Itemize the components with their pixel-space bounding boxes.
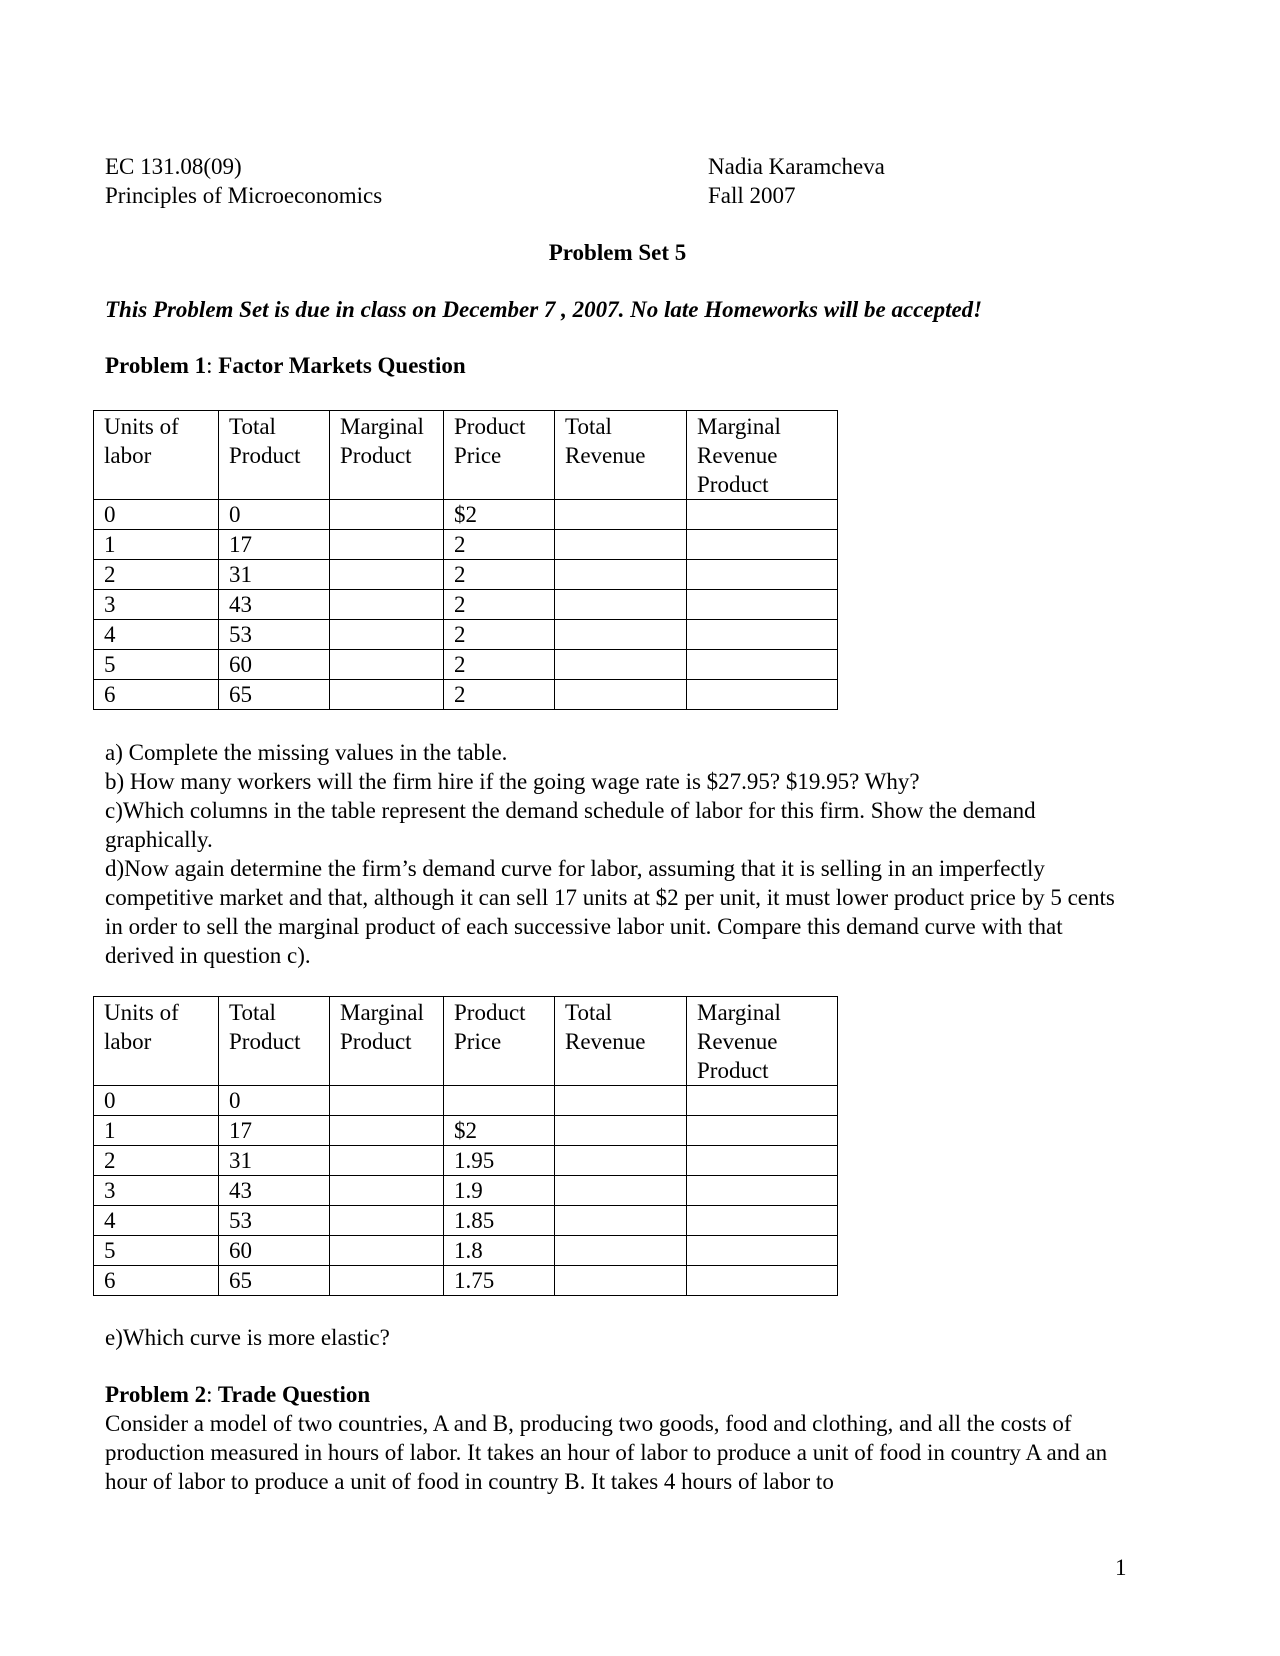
table-cell (444, 1086, 555, 1116)
table-cell (687, 1086, 838, 1116)
problem1-heading (105, 351, 466, 380)
table-cell: $2 (444, 1116, 555, 1146)
problem2-label: Problem 2 (105, 1382, 207, 1407)
table-cell (330, 680, 444, 710)
table-cell: 60 (219, 650, 330, 680)
table-cell: 0 (94, 500, 219, 530)
table-cell (687, 500, 838, 530)
table-cell (555, 500, 687, 530)
table-cell (687, 1236, 838, 1266)
column-header (94, 997, 219, 1086)
column-header-line: Product (697, 1058, 769, 1083)
table-cell: 1.9 (444, 1176, 555, 1206)
table-cell: 5 (94, 650, 219, 680)
table-row (94, 590, 838, 620)
table-cell (330, 500, 444, 530)
column-header-line: Total (229, 414, 276, 439)
column-header-line: labor (104, 443, 152, 468)
table-row (94, 1206, 838, 1236)
table-cell (330, 590, 444, 620)
problem1-title: Factor Markets Question (212, 353, 466, 378)
table-cell: 4 (94, 620, 219, 650)
column-header (219, 997, 330, 1086)
table-cell (687, 680, 838, 710)
table-row (94, 1236, 838, 1266)
question-b: b) How many workers will the firm hire if the going wage rate is $27.95? $19.95? Why? (105, 769, 920, 794)
table-cell: 1.8 (444, 1236, 555, 1266)
column-header (555, 411, 687, 500)
table-header-row (94, 997, 838, 1086)
table-cell: 6 (94, 680, 219, 710)
table-cell (687, 560, 838, 590)
table-cell (687, 530, 838, 560)
column-header-line: Units of (104, 414, 179, 439)
table-cell: 65 (219, 1266, 330, 1296)
question-e: e)Which curve is more elastic? (105, 1325, 390, 1350)
table-cell (555, 1116, 687, 1146)
table-row (94, 530, 838, 560)
column-header-line: Revenue (697, 1029, 778, 1054)
term: Fall 2007 (708, 183, 796, 208)
table-cell (330, 560, 444, 590)
table-cell (555, 1146, 687, 1176)
table-cell: 2 (444, 590, 555, 620)
table-cell (330, 1146, 444, 1176)
table-cell (555, 560, 687, 590)
column-header-line: Revenue (565, 1029, 646, 1054)
table-cell: 6 (94, 1266, 219, 1296)
instructor-info (708, 152, 885, 210)
table-cell (330, 620, 444, 650)
column-header-line: Marginal (340, 414, 424, 439)
table-cell: 0 (219, 500, 330, 530)
due-notice: This Problem Set is due in class on December 7 , 2007. No late Homeworks will be accepted! (105, 297, 983, 322)
table-cell: 2 (444, 620, 555, 650)
column-header (219, 411, 330, 500)
table-cell (687, 1146, 838, 1176)
column-header-line: Units of (104, 1000, 179, 1025)
table-row (94, 1086, 838, 1116)
problem1-label: Problem 1 (105, 353, 207, 378)
table-cell: 3 (94, 1176, 219, 1206)
course-info (105, 152, 382, 210)
table-cell (555, 1176, 687, 1206)
column-header-line: Product (454, 1000, 526, 1025)
instructor-name: Nadia Karamcheva (708, 154, 885, 179)
table-cell: 31 (219, 560, 330, 590)
table-cell: 1.95 (444, 1146, 555, 1176)
table-cell (687, 1116, 838, 1146)
column-header (555, 997, 687, 1086)
table-cell (687, 1266, 838, 1296)
table-cell: 2 (444, 680, 555, 710)
table-cell: 17 (219, 530, 330, 560)
table-cell: 2 (444, 650, 555, 680)
table-header-row (94, 411, 838, 500)
table-cell: 53 (219, 620, 330, 650)
column-header-line: Total (565, 414, 612, 439)
table-cell (330, 1176, 444, 1206)
table-cell (330, 1206, 444, 1236)
table-competitive (93, 410, 838, 710)
table-cell: 2 (444, 530, 555, 560)
table-cell: 17 (219, 1116, 330, 1146)
table-cell (687, 590, 838, 620)
column-header-line: Product (340, 1029, 412, 1054)
column-header-line: Total (565, 1000, 612, 1025)
table-cell (555, 650, 687, 680)
table-row (94, 1116, 838, 1146)
table-cell (555, 1086, 687, 1116)
question-a: a) Complete the missing values in the table. (105, 740, 508, 765)
table-cell (330, 650, 444, 680)
column-header (444, 997, 555, 1086)
table-cell (330, 1236, 444, 1266)
column-header-line: Product (229, 1029, 301, 1054)
table-cell: 65 (219, 680, 330, 710)
table-cell (687, 1206, 838, 1236)
table-row (94, 1266, 838, 1296)
problem2-text: Consider a model of two countries, A and B, producing two goods, food and clothing, and all the costs of production measured in hours of labor. It takes an hour of labor to produce a unit of food in country A and an hour of labor to produce a unit of food in country B. It takes 4 hours of labor to (105, 1411, 1108, 1494)
column-header-line: Marginal (697, 1000, 781, 1025)
page-title: Problem Set 5 (548, 240, 687, 265)
course-name: Principles of Microeconomics (105, 183, 383, 208)
table-cell: 5 (94, 1236, 219, 1266)
table-row (94, 1146, 838, 1176)
column-header-line: Product (454, 414, 526, 439)
column-header-line: Marginal (697, 414, 781, 439)
table-cell: 2 (94, 560, 219, 590)
course-code: EC 131.08(09) (105, 154, 242, 179)
table-cell: 43 (219, 1176, 330, 1206)
table-cell: 3 (94, 590, 219, 620)
table-cell (555, 680, 687, 710)
table-cell (555, 1206, 687, 1236)
problem2-colon: : (206, 1382, 213, 1407)
column-header-line: labor (104, 1029, 152, 1054)
column-header-line: Product (697, 472, 769, 497)
table-cell: 2 (444, 560, 555, 590)
table-cell (555, 1266, 687, 1296)
column-header (444, 411, 555, 500)
table-cell (555, 620, 687, 650)
column-header-line: Product (340, 443, 412, 468)
table-cell: 0 (219, 1086, 330, 1116)
problem2-title: Trade Question (212, 1382, 371, 1407)
table-row (94, 650, 838, 680)
table-row (94, 620, 838, 650)
table-cell (687, 1176, 838, 1206)
table-cell: 4 (94, 1206, 219, 1236)
table-cell: $2 (444, 500, 555, 530)
column-header-line: Price (454, 1029, 502, 1054)
table-row (94, 680, 838, 710)
table-cell (687, 620, 838, 650)
table-cell: 1.75 (444, 1266, 555, 1296)
page-number: 1 (1115, 1555, 1127, 1580)
table-cell: 1 (94, 1116, 219, 1146)
table-cell: 53 (219, 1206, 330, 1236)
table-cell (330, 1116, 444, 1146)
question-c: c)Which columns in the table represent the demand schedule of labor for this firm. Show the demand graphically. (105, 798, 1036, 852)
column-header (687, 997, 838, 1086)
table-row (94, 1176, 838, 1206)
table-cell: 1.85 (444, 1206, 555, 1236)
table-row (94, 500, 838, 530)
column-header-line: Total (229, 1000, 276, 1025)
problem1-questions (105, 738, 1135, 970)
table-row (94, 560, 838, 590)
table-cell: 0 (94, 1086, 219, 1116)
table-cell (687, 650, 838, 680)
problem2-heading (105, 1380, 1145, 1409)
column-header (330, 411, 444, 500)
column-header (94, 411, 219, 500)
column-header-line: Price (454, 443, 502, 468)
column-header (687, 411, 838, 500)
table-cell: 31 (219, 1146, 330, 1176)
table-cell (330, 1086, 444, 1116)
table-cell (555, 1236, 687, 1266)
question-d: d)Now again determine the firm’s demand curve for labor, assuming that it is selling in an imperfectly competitive market and that, although it can sell 17 units at $2 per unit, it must lower product price by 5 cents in order to sell the marginal product of each successive labor unit. Compare this demand curve with that derived in question c). (105, 856, 1115, 968)
column-header-line: Revenue (565, 443, 646, 468)
table-cell: 60 (219, 1236, 330, 1266)
column-header-line: Revenue (697, 443, 778, 468)
table-cell (555, 590, 687, 620)
table-cell: 2 (94, 1146, 219, 1176)
table-cell (555, 530, 687, 560)
problem1-colon: : (206, 353, 213, 378)
table-imperfect (93, 996, 838, 1296)
table-cell (330, 1266, 444, 1296)
column-header-line: Marginal (340, 1000, 424, 1025)
table-cell (330, 530, 444, 560)
table-cell: 43 (219, 590, 330, 620)
column-header-line: Product (229, 443, 301, 468)
column-header (330, 997, 444, 1086)
table-cell: 1 (94, 530, 219, 560)
problem2 (105, 1380, 1145, 1496)
